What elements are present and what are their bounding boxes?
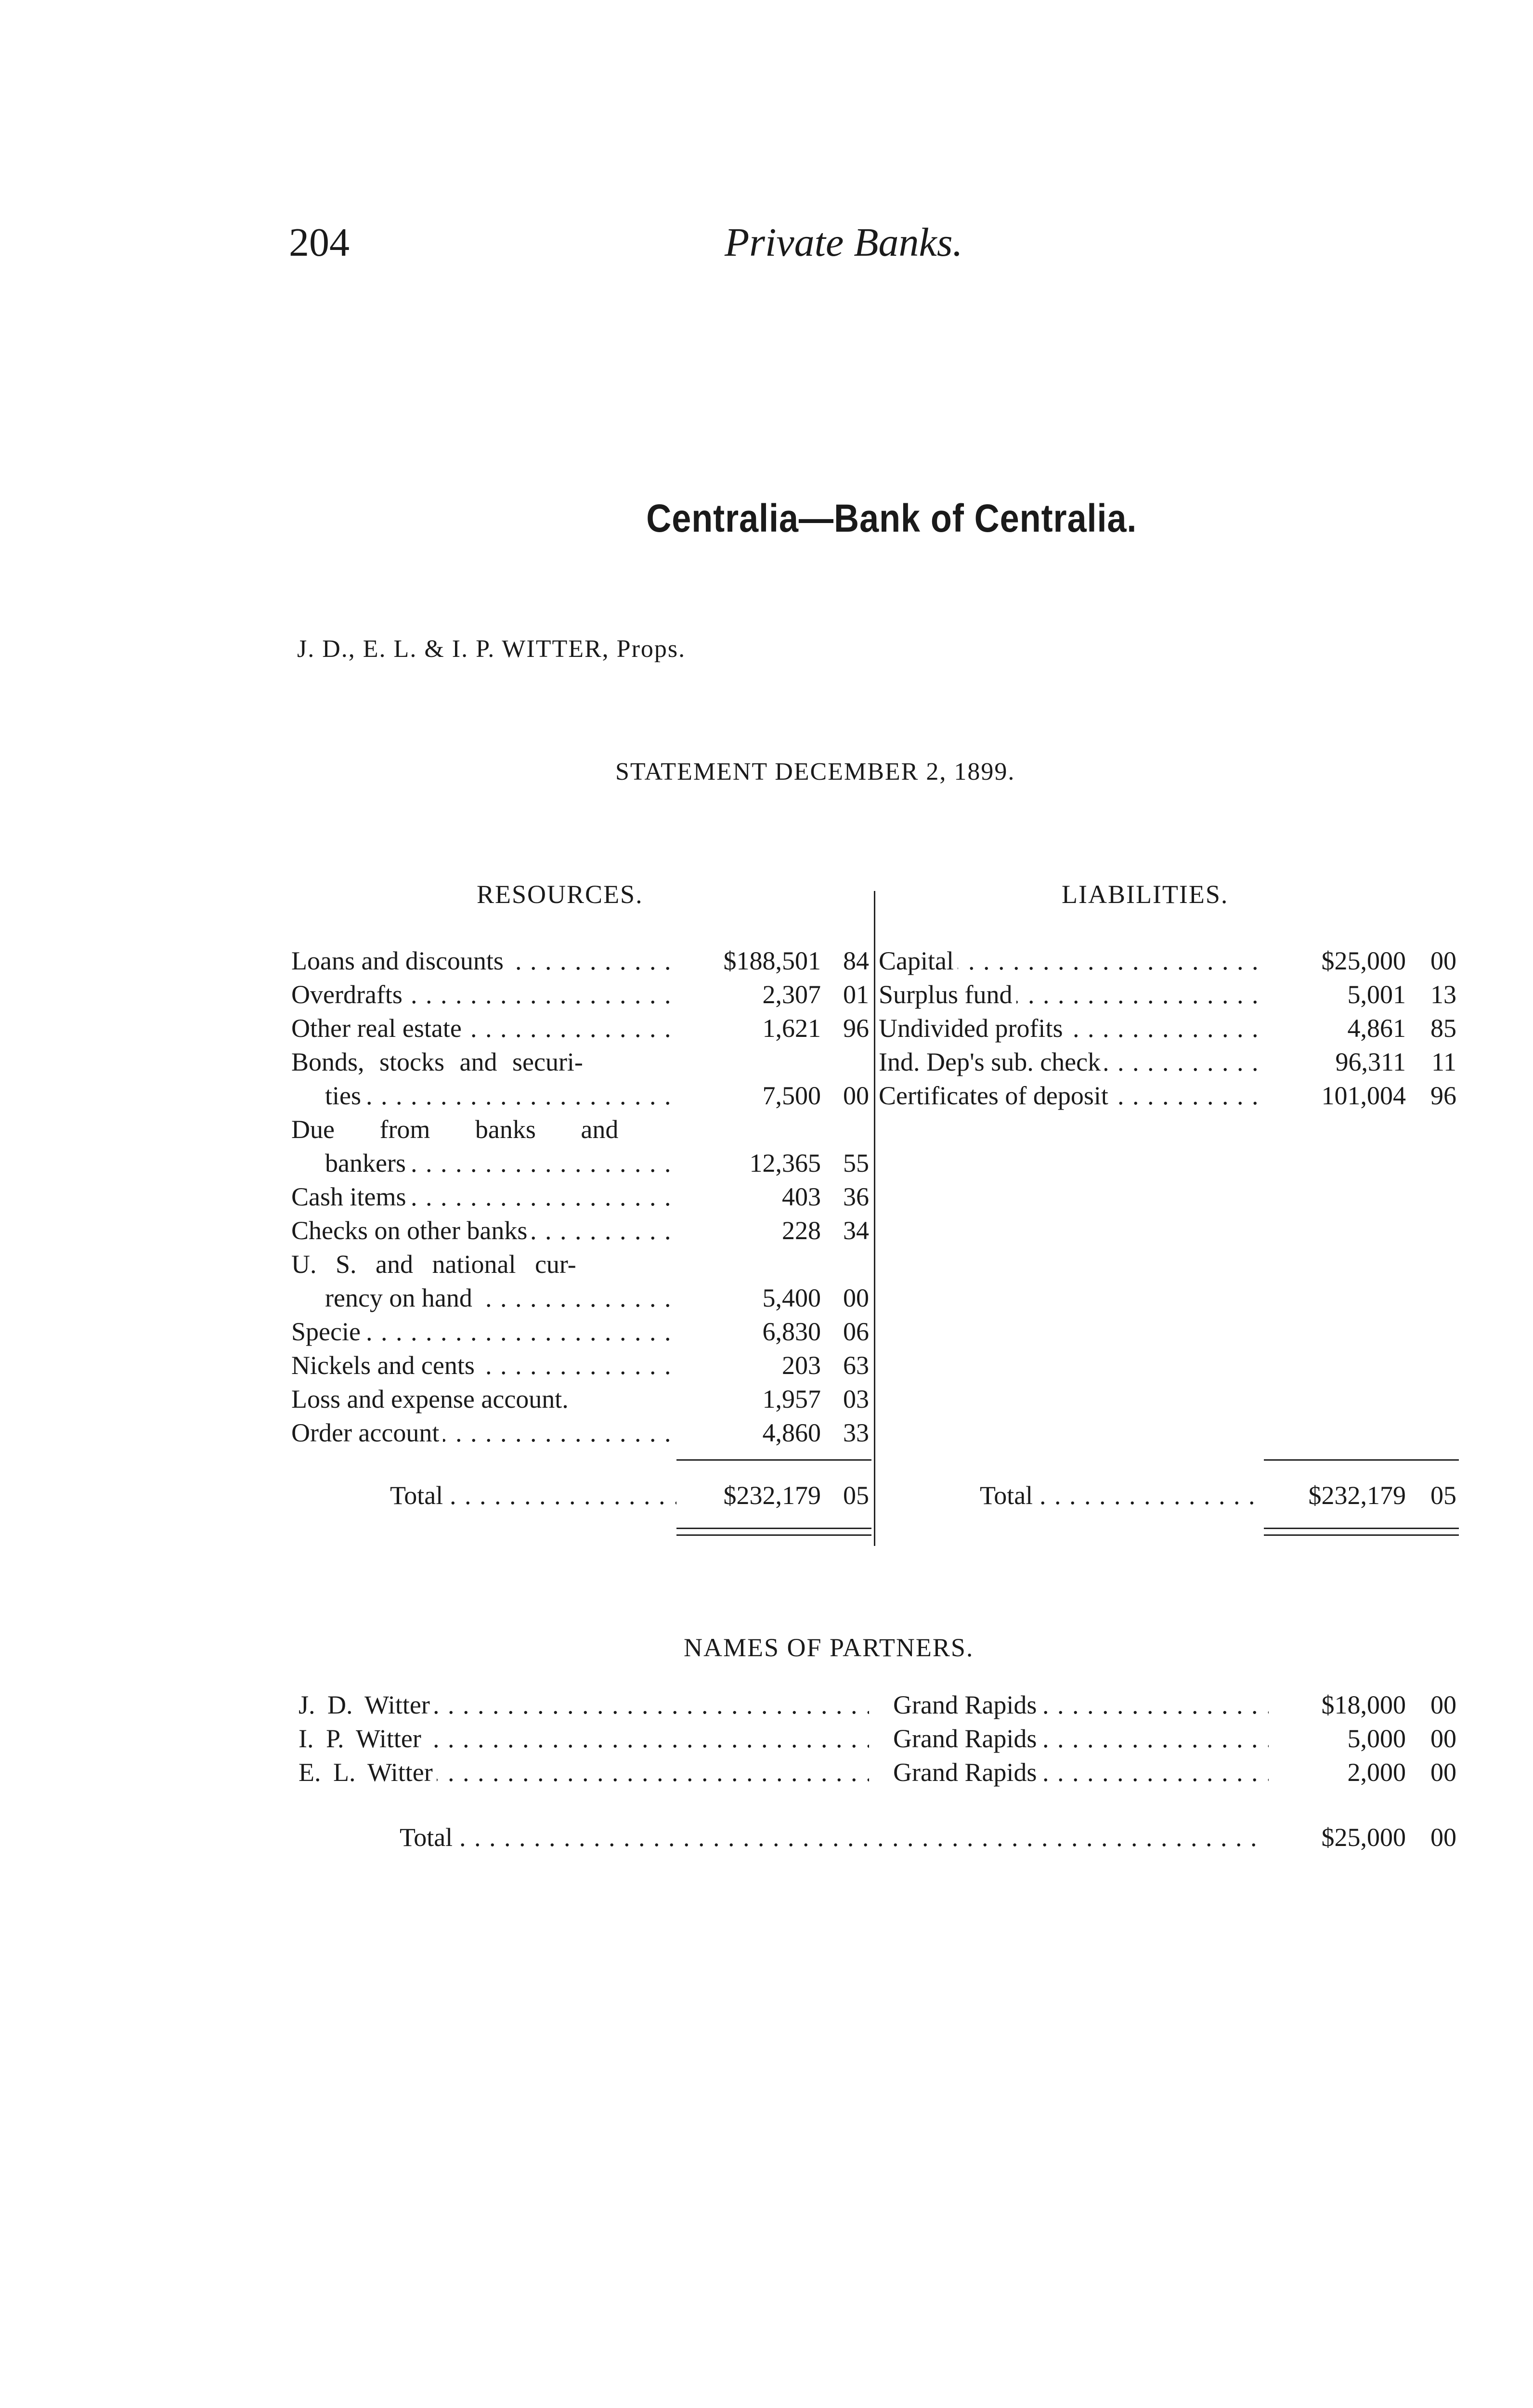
liability-dollars: 101,004 bbox=[1321, 1081, 1406, 1110]
partner-place: Grand Rapids bbox=[893, 1758, 1040, 1787]
liabilities-total-dollars: $232,179 bbox=[1308, 1481, 1406, 1510]
resource-dollars: 4,860 bbox=[762, 1418, 821, 1447]
resource-label-continued: bankers bbox=[291, 1149, 410, 1178]
resource-label: Due from banks and bbox=[291, 1115, 622, 1144]
resource-cents: 00 bbox=[843, 1081, 869, 1110]
partners-total-label: Total bbox=[400, 1823, 456, 1852]
liability-label: Ind. Dep's sub. check bbox=[879, 1047, 1104, 1076]
resource-dollars: 203 bbox=[782, 1351, 821, 1380]
resource-label: Bonds, stocks and securi- bbox=[291, 1047, 587, 1076]
liabilities-total-label: Total bbox=[980, 1481, 1037, 1510]
liability-dollars: 5,001 bbox=[1347, 980, 1406, 1009]
liabilities-total-cents: 05 bbox=[1430, 1481, 1456, 1510]
statement-date: STATEMENT DECEMBER 2, 1899. bbox=[615, 758, 1015, 785]
double-rule-top bbox=[676, 1528, 871, 1529]
resource-dollars: 1,957 bbox=[762, 1385, 821, 1413]
resource-label: Checks on other banks bbox=[291, 1216, 531, 1245]
resource-dollars: 12,365 bbox=[749, 1149, 821, 1178]
liability-cents: 85 bbox=[1430, 1014, 1456, 1043]
total-rule bbox=[676, 1459, 871, 1461]
partner-name: I. P. Witter bbox=[299, 1724, 425, 1753]
partner-dollars: 2,000 bbox=[1347, 1758, 1406, 1787]
resource-cents: 96 bbox=[843, 1014, 869, 1043]
liability-label: Undivided profits bbox=[879, 1014, 1066, 1043]
liability-cents: 96 bbox=[1430, 1081, 1456, 1110]
resource-dollars: 228 bbox=[782, 1216, 821, 1245]
partners-total-cents: 00 bbox=[1430, 1823, 1456, 1852]
partner-cents: 00 bbox=[1430, 1724, 1456, 1753]
resource-cents: 00 bbox=[843, 1283, 869, 1312]
resource-dollars: $188,501 bbox=[723, 946, 821, 975]
resource-label-continued: ties bbox=[291, 1081, 365, 1110]
liability-cents: 00 bbox=[1430, 946, 1456, 975]
partners-total-dollars: $25,000 bbox=[1321, 1823, 1406, 1852]
partner-place: Grand Rapids bbox=[893, 1724, 1040, 1753]
partner-name: J. D. Witter bbox=[299, 1690, 434, 1719]
resource-dollars: 5,400 bbox=[762, 1283, 821, 1312]
partner-place: Grand Rapids bbox=[893, 1690, 1040, 1719]
resource-dollars: 403 bbox=[782, 1182, 821, 1211]
resource-dollars: 6,830 bbox=[762, 1317, 821, 1346]
liabilities-heading: LIABILITIES. bbox=[1062, 880, 1229, 909]
resource-dollars: 1,621 bbox=[762, 1014, 821, 1043]
resource-label: Order account bbox=[291, 1418, 443, 1447]
liability-cents: 13 bbox=[1430, 980, 1456, 1009]
partner-name: E. L. Witter bbox=[299, 1758, 437, 1787]
column-divider bbox=[874, 891, 875, 1546]
double-rule-top bbox=[1264, 1528, 1459, 1529]
liability-dollars: $25,000 bbox=[1321, 946, 1406, 975]
resource-dollars: 2,307 bbox=[762, 980, 821, 1009]
partner-cents: 00 bbox=[1430, 1758, 1456, 1787]
double-rule-bottom bbox=[1264, 1534, 1459, 1536]
total-rule bbox=[1264, 1459, 1459, 1461]
resource-cents: 34 bbox=[843, 1216, 869, 1245]
partner-dollars: $18,000 bbox=[1321, 1690, 1406, 1719]
resource-cents: 01 bbox=[843, 980, 869, 1009]
resources-total-dollars: $232,179 bbox=[723, 1481, 821, 1510]
running-head: Private Banks. bbox=[725, 220, 963, 265]
partner-cents: 00 bbox=[1430, 1690, 1456, 1719]
resource-cents: 03 bbox=[843, 1385, 869, 1413]
resource-label: Loss and expense account. bbox=[291, 1385, 572, 1413]
resource-label-continued: rency on hand bbox=[291, 1283, 476, 1312]
resource-label: Overdrafts bbox=[291, 980, 406, 1009]
liability-label: Capital bbox=[879, 946, 958, 975]
partners-heading: NAMES OF PARTNERS. bbox=[684, 1633, 974, 1662]
liability-dollars: 4,861 bbox=[1347, 1014, 1406, 1043]
resource-cents: 84 bbox=[843, 946, 869, 975]
resource-cents: 55 bbox=[843, 1149, 869, 1178]
liability-dollars: 96,311 bbox=[1335, 1047, 1406, 1076]
liability-label: Certificates of deposit bbox=[879, 1081, 1112, 1110]
resource-dollars: 7,500 bbox=[762, 1081, 821, 1110]
resource-cents: 63 bbox=[843, 1351, 869, 1380]
page-number: 204 bbox=[289, 220, 350, 265]
resource-label: U. S. and national cur- bbox=[291, 1250, 580, 1279]
partner-dollars: 5,000 bbox=[1347, 1724, 1406, 1753]
resources-total-cents: 05 bbox=[843, 1481, 869, 1510]
resource-label: Loans and discounts bbox=[291, 946, 507, 975]
resource-label: Cash items bbox=[291, 1182, 410, 1211]
resource-cents: 36 bbox=[843, 1182, 869, 1211]
resource-cents: 06 bbox=[843, 1317, 869, 1346]
resource-cents: 33 bbox=[843, 1418, 869, 1447]
proprietors-line: J. D., E. L. & I. P. WITTER, Props. bbox=[297, 635, 686, 663]
liability-label: Surplus fund bbox=[879, 980, 1016, 1009]
resource-label: Nickels and cents bbox=[291, 1351, 479, 1380]
resources-heading: RESOURCES. bbox=[477, 880, 643, 909]
resources-total-label: Total bbox=[390, 1481, 447, 1510]
resource-label: Other real estate bbox=[291, 1014, 466, 1043]
liability-cents: 11 bbox=[1431, 1047, 1456, 1076]
bank-title bbox=[107, 496, 1456, 541]
bank-title-text: Centralia—Bank of Centralia. bbox=[646, 497, 1137, 540]
double-rule-bottom bbox=[676, 1534, 871, 1536]
resource-label: Specie bbox=[291, 1317, 364, 1346]
